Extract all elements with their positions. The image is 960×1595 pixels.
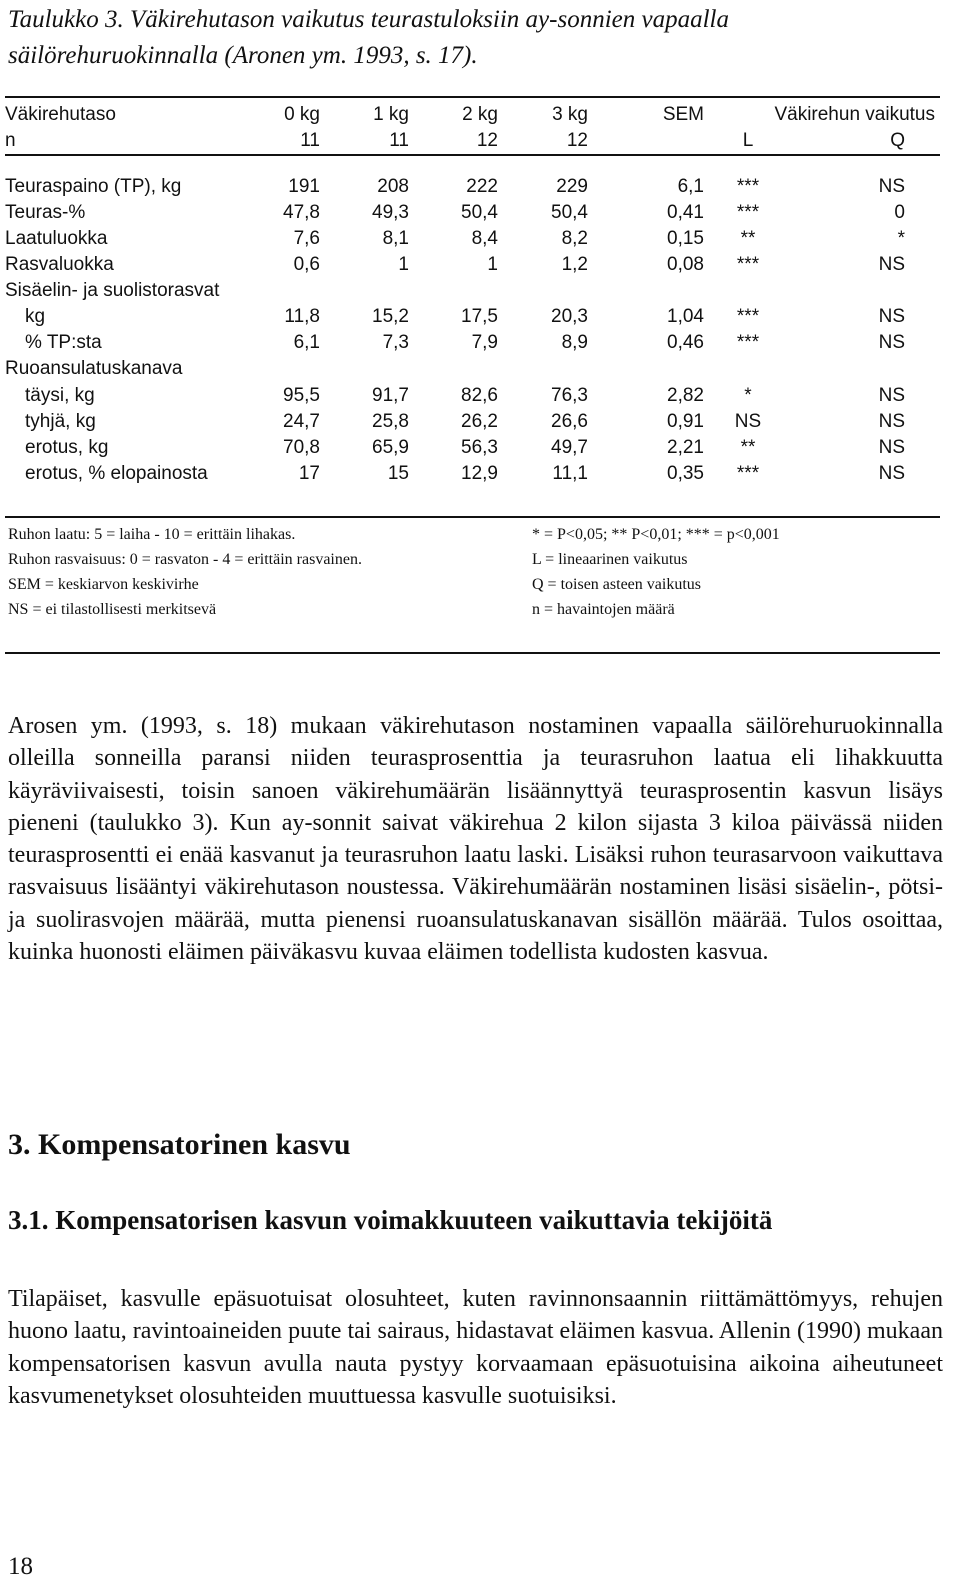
cell-3kg: 11,1 [552, 463, 588, 484]
cell-linear: ** [740, 228, 756, 249]
note-right: L = lineaarinen vaikutus [532, 551, 688, 568]
cell-3kg: 8,2 [561, 228, 588, 249]
table-bottom-rule [5, 516, 940, 518]
header-effect: Väkirehun vaikutus [774, 104, 935, 125]
cell-1kg: 15 [387, 463, 409, 484]
cell-2kg: 50,4 [461, 202, 498, 223]
table-row [5, 385, 940, 411]
row-label: Teuras-% [5, 202, 86, 223]
cell-3kg: 26,6 [551, 411, 588, 432]
header-col-2: 2 kg [462, 104, 498, 125]
row-label: Rasvaluokka [5, 254, 114, 275]
cell-sem: 0,91 [667, 411, 704, 432]
cell-1kg: 7,3 [382, 332, 409, 353]
row-label: täysi, kg [25, 385, 95, 406]
n-col-q: Q [890, 130, 905, 151]
cell-linear: NS [734, 411, 762, 432]
paragraph-compensatory: Tilapäiset, kasvulle epäsuotuisat olosuhteet, kuten ravinnonsaannin riittämättömyys, rehujen huono laatu, ravintoaineiden puute tai sairaus, hidastavat eläimen kasvua. Allenin (1990) mukaan kompensatorisen kasvun avulla nauta pystyy korvaamaan epäsuotuisina aikoina aiheutuneet kasvumenetykset olosuhteiden muuttuessa kasvulle suotuisiksi. [8, 1286, 943, 1409]
table-header-row [5, 104, 940, 130]
row-label: kg [25, 306, 46, 327]
cell-quadratic: NS [878, 385, 905, 406]
table-row [5, 411, 940, 437]
n-col-1: 11 [389, 130, 409, 151]
cell-sem: 2,21 [667, 437, 704, 458]
page-number: 18 [8, 1553, 33, 1580]
cell-2kg: 82,6 [461, 385, 498, 406]
cell-3kg: 8,9 [561, 332, 588, 353]
paragraph-results: Arosen ym. (1993, s. 18) mukaan väkirehutason nostaminen vapaalla säilörehuruokinnalla olleilla sonneilla paransi niiden teurasprosenttia ja teurasruhon laatua eli lihakkuutta käyräviivaisesti, toisin sanoen väkirehumäärän lisäännyttyä teurasprosentin kasvun lisäys pieneni (taulukko 3). Kun ay-sonnit saivat väkirehua 2 kilon sijasta 3 kiloa päivässä niiden teurasprosentti ei enää kasvanut ja teurasruhon laatu laski. Lisäksi ruhon teurasarvoon vaikuttava rasvaisuus lisääntyi väkirehutason noustessa. Väkirehumäärän nostaminen lisäsi sisäelin-, pötsi- ja suolirasvojen määrää, mutta pienensi ruoansulatuskanavan sisällön määrää. Tulos osoittaa, kuinka huonosti eläimen päiväkasvu kuvaa eläimen todellista kudosten kasvua. [8, 713, 943, 966]
cell-0kg: 0,6 [293, 254, 320, 275]
cell-0kg: 191 [288, 176, 320, 197]
cell-1kg: 15,2 [372, 306, 409, 327]
cell-3kg: 50,4 [551, 202, 588, 223]
table-row [5, 202, 940, 228]
cell-sem: 6,1 [677, 176, 704, 197]
table-row [5, 332, 940, 358]
table-row [5, 176, 940, 202]
table-top-rule [5, 96, 940, 98]
note-left: Ruhon laatu: 5 = laiha - 10 = erittäin lihakas. [8, 526, 296, 543]
cell-1kg: 91,7 [372, 385, 409, 406]
row-label: Teuraspaino (TP), kg [5, 176, 182, 197]
cell-sem: 0,08 [667, 254, 704, 275]
cell-2kg: 222 [466, 176, 498, 197]
cell-3kg: 20,3 [551, 306, 588, 327]
cell-0kg: 70,8 [283, 437, 320, 458]
header-sem: SEM [662, 104, 704, 125]
cell-2kg: 12,9 [461, 463, 498, 484]
n-col-3: 12 [566, 130, 588, 151]
cell-0kg: 17 [298, 463, 320, 484]
cell-1kg: 49,3 [372, 202, 409, 223]
cell-2kg: 56,3 [461, 437, 498, 458]
note-right: * = P<0,05; ** P<0,01; *** = p<0,001 [532, 526, 780, 543]
cell-linear: *** [736, 202, 760, 223]
cell-quadratic: NS [878, 306, 905, 327]
cell-linear: ** [740, 437, 756, 458]
note-left: NS = ei tilastollisesti merkitsevä [8, 601, 217, 618]
n-label: n [5, 130, 16, 151]
table-header-rule [5, 154, 940, 156]
cell-3kg: 229 [556, 176, 588, 197]
cell-sem: 0,46 [667, 332, 704, 353]
cell-sem: 2,82 [667, 385, 704, 406]
table-row [5, 306, 940, 332]
note-left: Ruhon rasvaisuus: 0 = rasvaton - 4 = erittäin rasvainen. [8, 551, 362, 568]
header-col-1: 1 kg [373, 104, 409, 125]
cell-1kg: 1 [398, 254, 409, 275]
subsection-heading: 3.1. Kompensatorisen kasvun voimakkuuteen vaikuttavia tekijöitä [8, 1205, 773, 1235]
cell-linear: *** [736, 176, 760, 197]
cell-1kg: 8,1 [382, 228, 409, 249]
n-col-l: L [742, 130, 754, 151]
cell-0kg: 6,1 [293, 332, 320, 353]
note-left: SEM = keskiarvon keskivirhe [8, 576, 199, 593]
row-label: erotus, kg [25, 437, 109, 458]
table-row [5, 358, 940, 384]
cell-1kg: 65,9 [372, 437, 409, 458]
cell-0kg: 24,7 [283, 411, 320, 432]
cell-2kg: 17,5 [461, 306, 498, 327]
cell-linear: *** [736, 332, 760, 353]
cell-sem: 0,35 [667, 463, 704, 484]
header-label: Väkirehutaso [5, 104, 116, 125]
cell-quadratic: NS [878, 332, 905, 353]
cell-sem: 0,41 [667, 202, 704, 223]
cell-quadratic: NS [878, 437, 905, 458]
table-caption: Taulukko 3. Väkirehutason vaikutus teurastuloksiin ay-sonnien vapaalla säilörehuruokinnalla (Aronen ym. 1993, s. 17). [8, 6, 729, 69]
cell-quadratic: NS [878, 176, 905, 197]
cell-2kg: 1 [487, 254, 498, 275]
cell-0kg: 95,5 [283, 385, 320, 406]
cell-3kg: 49,7 [551, 437, 588, 458]
table-row [5, 228, 940, 254]
table-row [5, 437, 940, 463]
cell-linear: *** [736, 306, 760, 327]
cell-quadratic: NS [878, 411, 905, 432]
row-label: % TP:sta [25, 332, 102, 353]
cell-0kg: 11,8 [284, 306, 320, 327]
cell-1kg: 25,8 [372, 411, 409, 432]
header-col-0: 0 kg [284, 104, 320, 125]
cell-3kg: 1,2 [561, 254, 588, 275]
table-row [5, 254, 940, 280]
cell-2kg: 26,2 [461, 411, 498, 432]
cell-2kg: 7,9 [471, 332, 498, 353]
row-label: Sisäelin- ja suolistorasvat [5, 280, 220, 301]
table-n-row [5, 130, 940, 156]
cell-3kg: 76,3 [551, 385, 588, 406]
cell-quadratic: NS [878, 254, 905, 275]
cell-sem: 0,15 [667, 228, 704, 249]
row-label: Ruoansulatuskanava [5, 358, 183, 379]
n-col-0: 11 [300, 130, 320, 151]
note-right: Q = toisen asteen vaikutus [532, 576, 701, 593]
cell-1kg: 208 [377, 176, 409, 197]
header-col-3: 3 kg [552, 104, 588, 125]
cell-linear: *** [736, 463, 760, 484]
cell-0kg: 47,8 [283, 202, 320, 223]
table-row [5, 463, 940, 489]
row-label: Laatuluokka [5, 228, 108, 249]
row-label: erotus, % elopainosta [25, 463, 208, 484]
section-heading: 3. Kompensatorinen kasvu [8, 1128, 351, 1161]
notes-bottom-rule [5, 652, 940, 654]
cell-sem: 1,04 [667, 306, 704, 327]
n-col-2: 12 [476, 130, 498, 151]
row-label: tyhjä, kg [25, 411, 96, 432]
cell-quadratic: 0 [894, 202, 905, 223]
table-row [5, 280, 940, 306]
note-right: n = havaintojen määrä [532, 601, 675, 618]
cell-quadratic: NS [878, 463, 905, 484]
cell-linear: *** [736, 254, 760, 275]
cell-0kg: 7,6 [293, 228, 320, 249]
cell-linear: * [744, 385, 752, 406]
cell-2kg: 8,4 [471, 228, 498, 249]
cell-quadratic: * [897, 228, 905, 249]
